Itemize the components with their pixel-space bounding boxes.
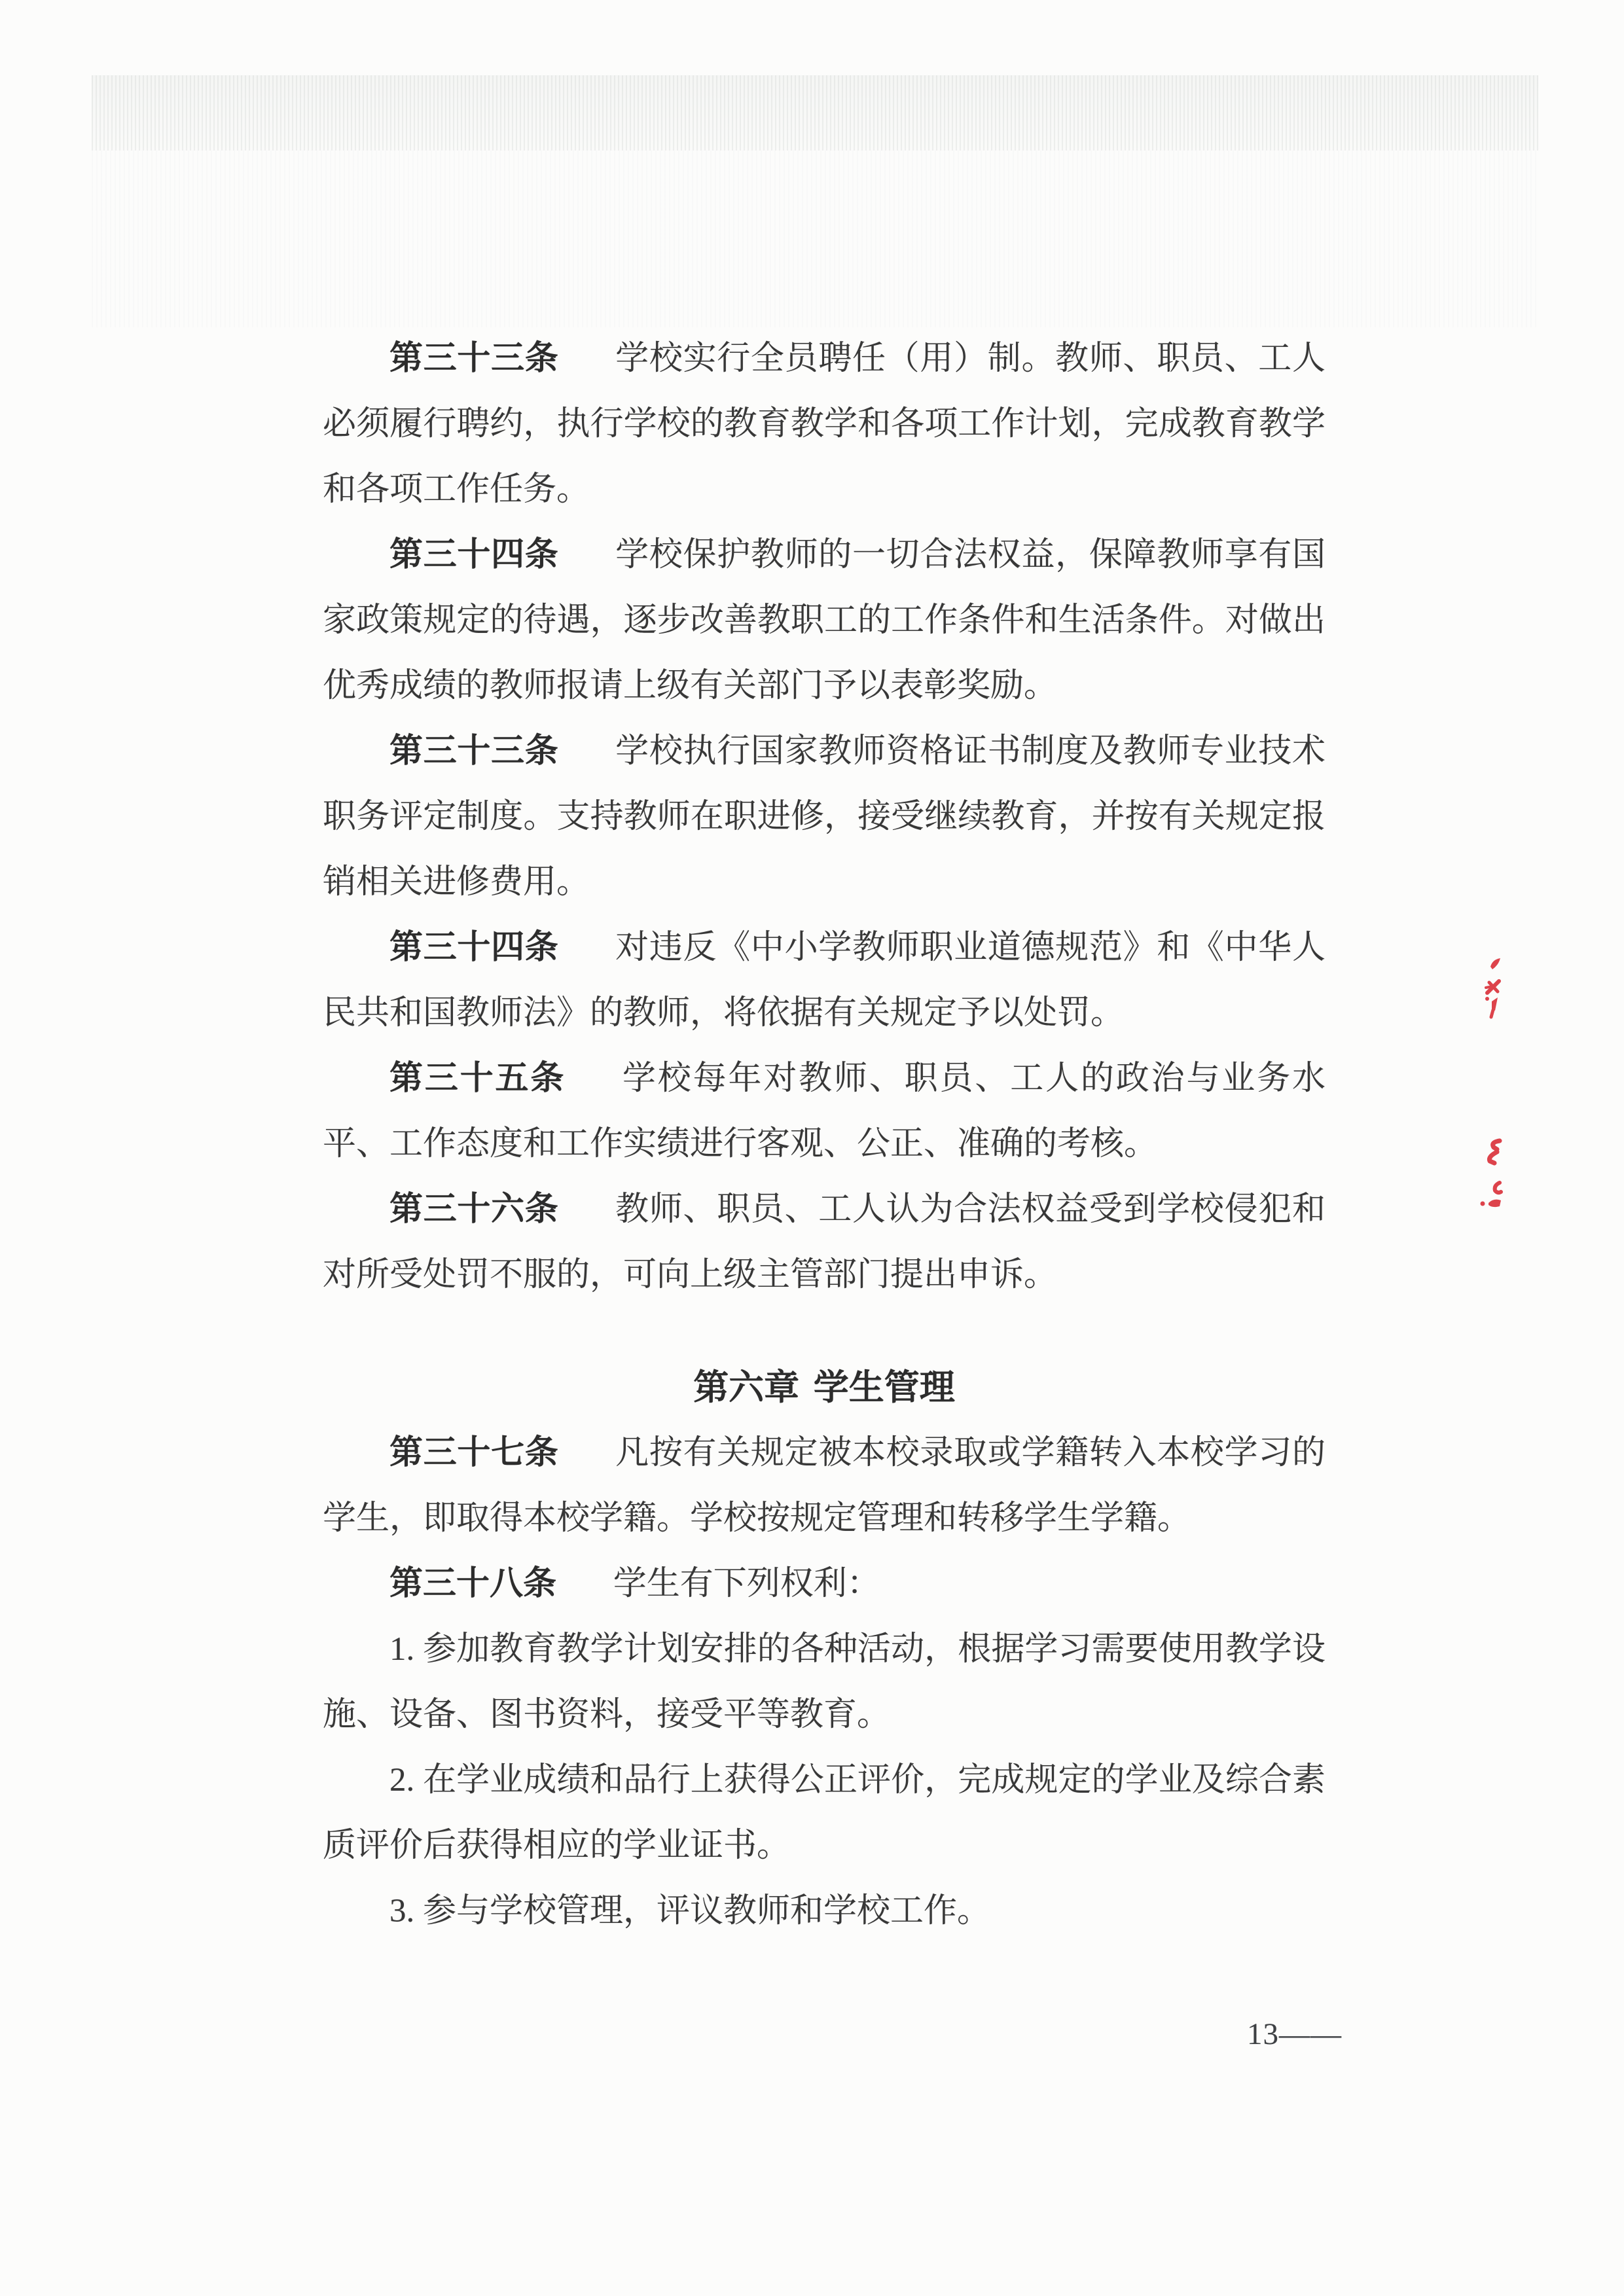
article-text: 教师、职员、工人认为合法权益受到学校侵犯和对所受处罚不服的，可向上级主管部门提出申诉。 (323, 1191, 1326, 1293)
article-text: 学生有下列权利： (613, 1566, 880, 1602)
article-text: 对违反《中小学教师职业道德规范》和《中华人民共和国教师法》的教师，将依据有关规定予以处罚。 (323, 929, 1326, 1031)
article-text: 凡按有关规定被本校录取或学籍转入本校学习的学生，即取得本校学籍。学校按规定管理和转移学生学籍。 (323, 1435, 1326, 1537)
list-item (323, 1748, 1326, 1878)
article-number: 第三十三条 (389, 340, 559, 377)
article-paragraph (323, 1551, 1326, 1617)
document-body (323, 326, 1326, 1944)
list-item-number: 2. (389, 1762, 415, 1799)
article-paragraph (323, 1177, 1326, 1308)
article-number: 第三十七条 (389, 1435, 559, 1471)
article-paragraph (323, 522, 1326, 719)
article-number: 第三十八条 (389, 1566, 557, 1602)
article-text: 学校每年对教师、职员、工人的政治与业务水平、工作态度和工作实绩进行客观、公正、准确的考核。 (323, 1060, 1326, 1162)
article-text: 学校执行国家教师资格证书制度及教师专业技术职务评定制度。支持教师在职进修，接受继续教育，并按有关规定报销相关进修费用。 (323, 733, 1326, 901)
list-item-text: 在学业成绩和品行上获得公正评价，完成规定的学业及综合素质评价后获得相应的学业证书。 (323, 1762, 1326, 1864)
chapter-heading: 第六章 学生管理 (693, 1368, 955, 1407)
article-number: 第三十四条 (389, 929, 559, 966)
list-item-text: 参加教育教学计划安排的各种活动，根据学习需要使用教学设施、设备、图书资料，接受平等教育。 (323, 1631, 1326, 1733)
article-number: 第三十五条 (389, 1060, 566, 1097)
article-paragraph (323, 915, 1326, 1046)
scan-artifact-band (92, 75, 1538, 151)
list-item (323, 1878, 1326, 1944)
red-ink-marks (1474, 949, 1511, 1217)
list-item-number: 3. (389, 1893, 415, 1929)
article-paragraph (323, 1046, 1326, 1177)
list-item-text: 参与学校管理，评议教师和学校工作。 (423, 1893, 991, 1929)
article-number: 第三十六条 (389, 1191, 559, 1228)
page-number: 13—— (1247, 2017, 1342, 2051)
article-paragraph (323, 1420, 1326, 1551)
article-paragraph (323, 719, 1326, 915)
article-text: 学校实行全员聘任（用）制。教师、职员、工人必须履行聘约，执行学校的教育教学和各项工作计划，完成教育教学和各项工作任务。 (323, 340, 1326, 508)
article-number: 第三十三条 (389, 733, 559, 770)
list-item (323, 1617, 1326, 1748)
article-text: 学校保护教师的一切合法权益，保障教师享有国家政策规定的待遇，逐步改善教职工的工作条件和生活条件。对做出优秀成绩的教师报请上级有关部门予以表彰奖励。 (323, 537, 1326, 704)
list-item-number: 1. (389, 1631, 415, 1668)
scan-artifact-band (92, 151, 1538, 327)
article-number: 第三十四条 (389, 537, 559, 573)
article-paragraph (323, 326, 1326, 522)
